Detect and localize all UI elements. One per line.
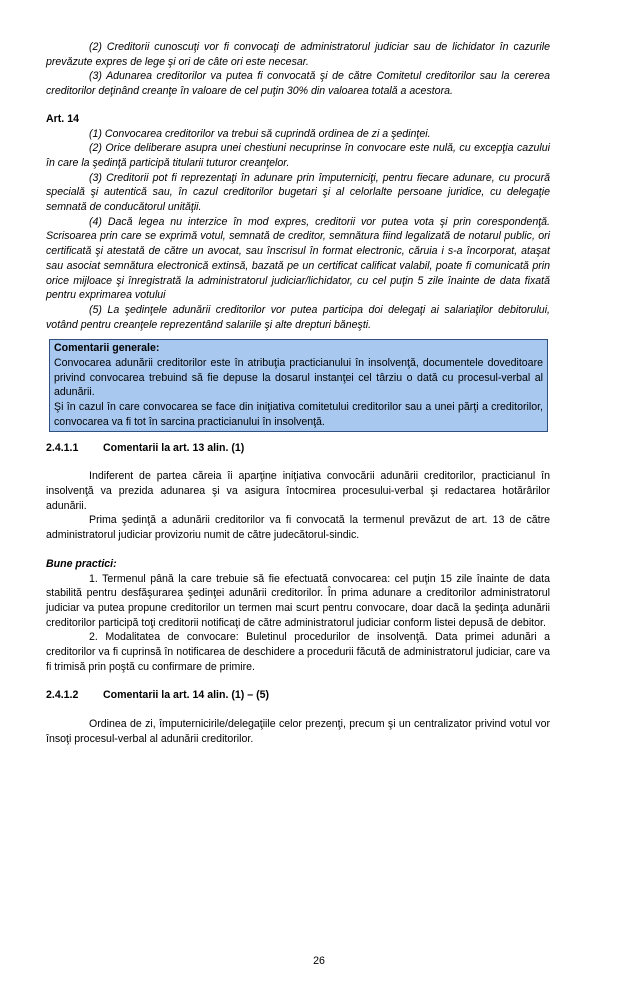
good-practice-1: 1. Termenul până la care trebuie să fie efectuată convocarea: cel puţin 15 zile înainte de data stabilită pentru desfăşurarea şedinţei adunării creditorilor. În prima adunare a creditorilor administratorul judiciar va putea propune creditorilor un termen mai scurt pentru convocare, doar dacă la şedinţa adunării creditorilor participă toţi creditorii notificaţi de către administratorul judiciar conform listei depusă de debitor. (46, 572, 550, 629)
section-title: Comentarii la art. 14 alin. (1) – (5) (103, 689, 270, 702)
article-title: Art. 14 (46, 112, 79, 125)
section1-paragraph-1: Indiferent de partea căreia îi aparţine iniţiativa convocării adunării creditorilor, practicianul în insolvenţă va prezida adunarea şi va asigura întocmirea procesului-verbal şi redactarea hotărârilor adunării. (46, 470, 550, 512)
spacer (46, 99, 550, 112)
good-practices-heading: Bune practici: (46, 557, 117, 570)
document-page (46, 40, 550, 747)
page-number: 26 (313, 955, 325, 967)
spacer (46, 543, 550, 557)
comment-box-heading: Comentarii generale: (54, 342, 160, 355)
art13-paragraph-3: (3) Adunarea creditorilor va putea fi convocată şi de către Comitetul creditorilor sau la cererea creditorilor deţinând creanţe în valoare de cel puţin 30% din valoarea totală a acestora. (46, 70, 550, 98)
spacer (46, 432, 550, 441)
comment-box (49, 339, 548, 431)
section1-paragraph-2: Prima şedinţă a adunării creditorilor va fi convocată la termenul prevăzut de art. 13 de către administratorul judiciar provizoriu numit de către judecătorul-sindic. (46, 514, 550, 542)
section-title: Comentarii la art. 13 alin. (1) (103, 441, 245, 454)
art14-paragraph-1: (1) Convocarea creditorilor va trebui să cuprindă ordinea de zi a şedinţei. (89, 127, 431, 140)
good-practice-2: 2. Modalitatea de convocare: Buletinul procedurilor de insolvenţă. Data primei adunări a creditorilor va fi cuprinsă în notificarea de deschidere a procedurii făcută de administratorul judiciar, care va fi trimisă prin poştă cu confirmare de primire. (46, 631, 550, 673)
art13-paragraph-2: (2) Creditorii cunoscuţi vor fi convocaţi de administratorul judiciar sau de lichidator în cazurile prevăzute expres de lege şi ori de câte ori este necesar. (46, 41, 550, 68)
section-number: 2.4.1.2 (46, 689, 79, 702)
art14-paragraph-2: (2) Orice deliberare asupra unei chestiuni necuprinse în convocare este nulă, cu excepţia cazului în care la şedinţă participă titularii tuturor creanţelor. (46, 142, 550, 169)
section-heading (46, 688, 550, 703)
comment-box-text-2: Şi în cazul în care convocarea se face din iniţiativa comitetului creditorilor sau a unei părţi a creditorilor, convocarea va fi tot în sarcina practicianului în insolvenţă. (54, 401, 543, 428)
spacer (46, 674, 550, 688)
art14-paragraph-3: (3) Creditorii pot fi reprezentaţi în adunare prin împuterniciţi, pentru fiecare adunare, cu procură specială şi autentică sau, în cazul creditorilor bugetari şi al celorlalte persoane juridice, cu delegaţie semnată de conducătorul unităţii. (46, 171, 550, 214)
art14-paragraph-5: (5) La şedinţele adunării creditorilor vor putea participa doi delegaţi ai salariaţilor debitorului, votând pentru creanţele reprezentând salariile şi alte drepturi băneşti. (46, 303, 550, 331)
spacer (46, 455, 550, 469)
comment-box-text-1: Convocarea adunării creditorilor este în atribuţia practicianului în insolvenţă, documentele doveditoare privind convocarea trebuind să fie depuse la dosarul instanţei cel târziu o dată cu procesul-verbal al adunării. (54, 357, 543, 399)
section2-paragraph-1: Ordinea de zi, împuternicirile/delegaţiile celor prezenţi, precum şi un centralizator privind votul vor însoţi procesul-verbal al adunării creditorilor. (46, 718, 550, 745)
section-number: 2.4.1.1 (46, 441, 79, 454)
section-heading (46, 441, 550, 456)
spacer (46, 703, 550, 717)
art14-paragraph-4: (4) Dacă legea nu interzice în mod expres, creditorii vor putea vota şi prin corespondenţă. Scrisoarea prin care se exprimă votul, semnată de creditor, semnătura fiind legalizată de notarul public, ori certificată şi atestată de către un avocat, sau înscrisul în format electronic, căruia i s-a încorporat, ataşat sau asociat semnătura electronică extinsă, bazată pe un certificat calificat valabil, poate fi comunicată prin orice mijloace şi înregistrată la administratorul judiciar/lichidator, cu cel puţin 5 zile înainte de data fixată pentru exprimarea votului (46, 215, 550, 302)
